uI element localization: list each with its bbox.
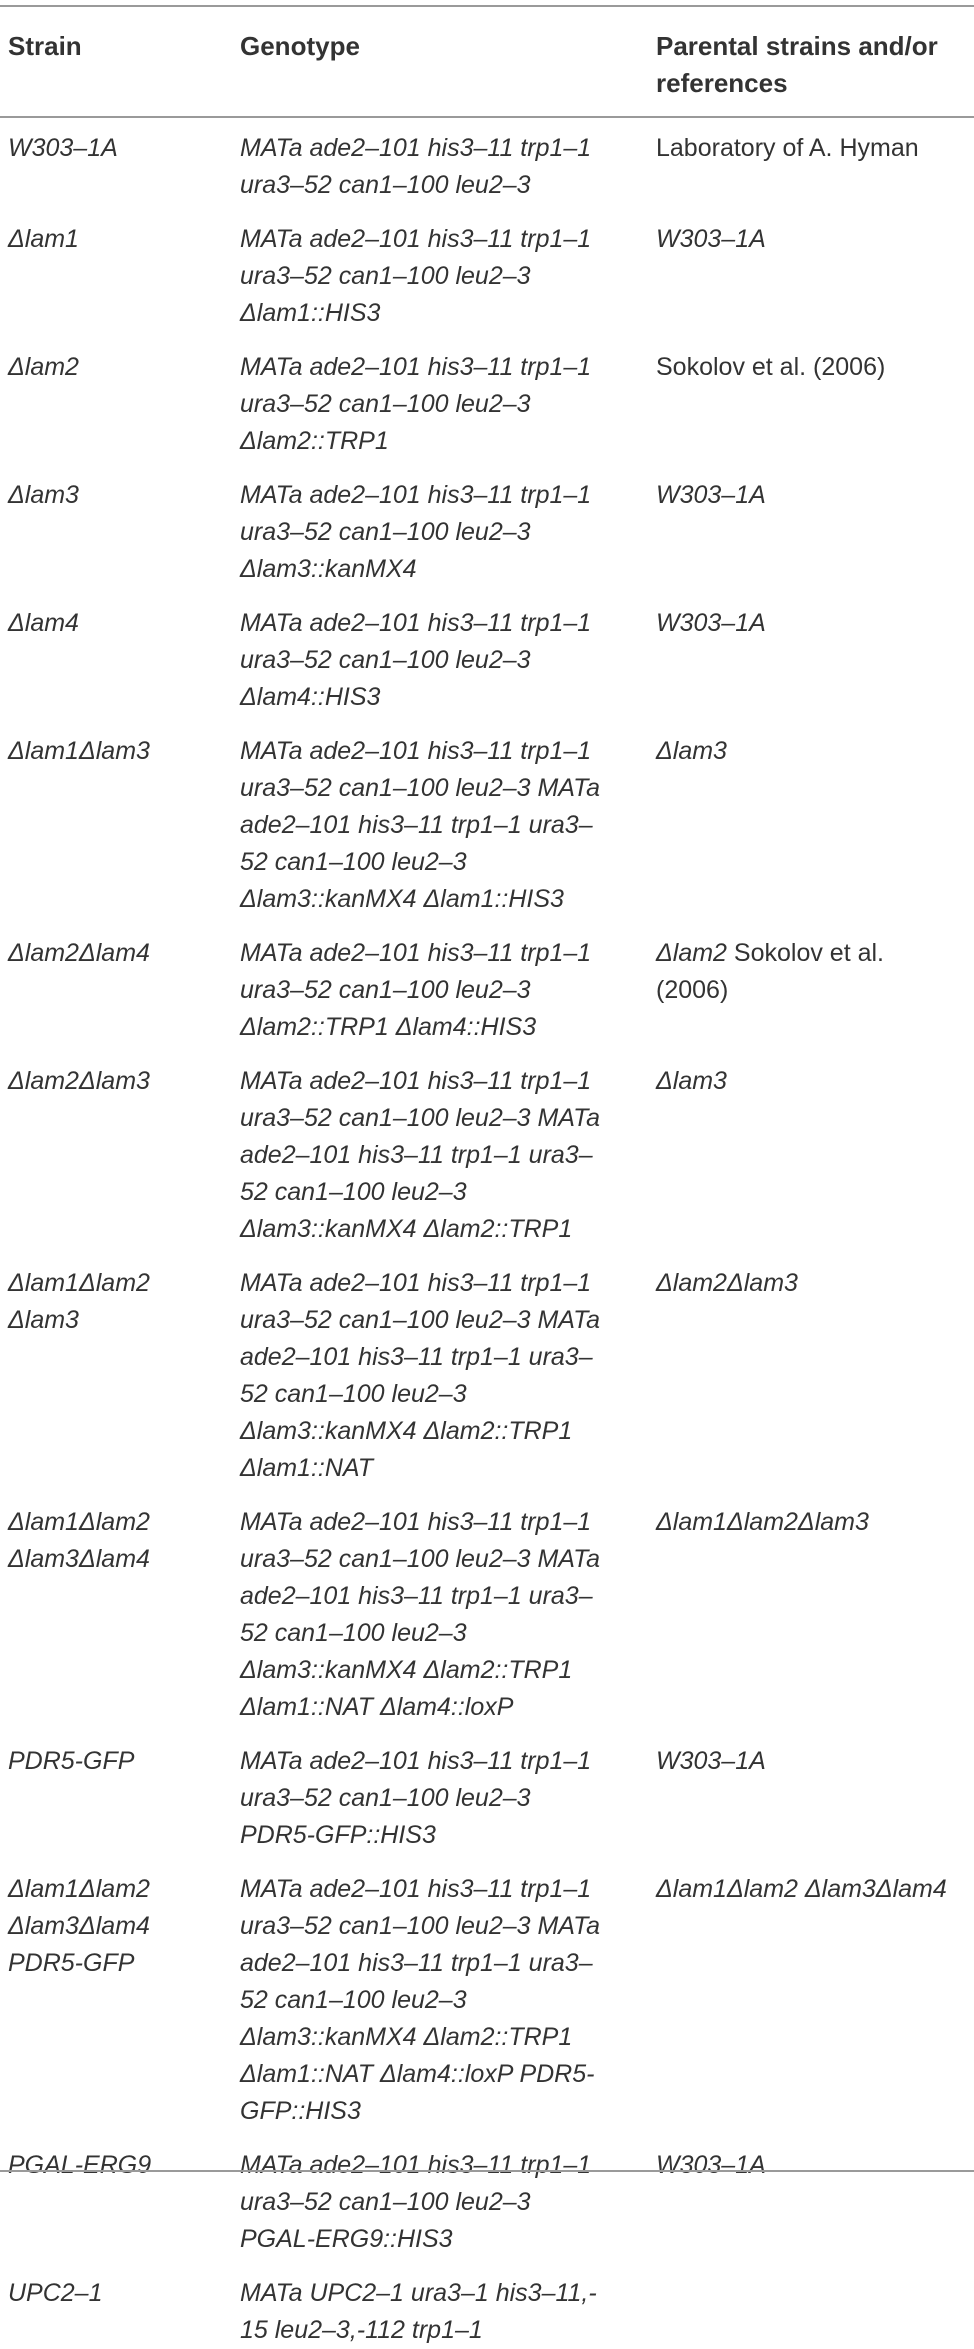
- strain-cell: [8, 1063, 233, 1100]
- genotype-text: MATa ade2–101 his3–11 trp1–1: [240, 1875, 592, 1903]
- genotype-text: Δlam3::kanMX4 Δlam1::HIS3: [240, 885, 564, 913]
- parental-cell: [656, 935, 968, 1009]
- strain-text: Δlam4: [8, 609, 79, 637]
- genotype-text: ura3–52 can1–100 leu2–3: [240, 262, 531, 290]
- genotype-text: ura3–52 can1–100 leu2–3 MATa: [240, 774, 601, 802]
- parental-text: Sokolov et al.: [726, 939, 884, 967]
- genotype-text: 52 can1–100 leu2–3: [240, 1380, 467, 1408]
- genotype-text: Δlam3::kanMX4 Δlam2::TRP1: [240, 2023, 573, 2051]
- genotype-text: MATa ade2–101 his3–11 trp1–1: [240, 1508, 592, 1536]
- strain-cell: [8, 130, 233, 167]
- genotype-text: ura3–52 can1–100 leu2–3 MATa: [240, 1912, 601, 1940]
- genotype-cell: [240, 935, 640, 1046]
- strain-text: Δlam1Δlam3: [8, 737, 150, 765]
- header-parental: [656, 28, 966, 102]
- genotype-text: ura3–52 can1–100 leu2–3 MATa: [240, 1545, 601, 1573]
- parental-cell: [656, 733, 968, 770]
- genotype-text: ura3–52 can1–100 leu2–3: [240, 976, 531, 1004]
- genotype-text: 52 can1–100 leu2–3: [240, 1986, 467, 2014]
- parental-text: W303–1A: [656, 609, 766, 637]
- parental-cell: [656, 221, 968, 258]
- genotype-text: ura3–52 can1–100 leu2–3: [240, 390, 531, 418]
- strain-cell: [8, 221, 233, 258]
- strain-text: Δlam1Δlam2: [8, 1875, 150, 1903]
- genotype-text: MATa ade2–101 his3–11 trp1–1: [240, 225, 592, 253]
- strain-text: Δlam2Δlam4: [8, 939, 150, 967]
- genotype-text: ura3–52 can1–100 leu2–3: [240, 171, 531, 199]
- strain-cell: [8, 1504, 233, 1578]
- parental-text: Laboratory of A. Hyman: [656, 134, 919, 162]
- strain-cell: [8, 935, 233, 972]
- strain-text: Δlam2: [8, 353, 79, 381]
- strain-text: Δlam1Δlam2: [8, 1508, 150, 1536]
- genotype-text: Δlam3::kanMX4 Δlam2::TRP1: [240, 1215, 573, 1243]
- strain-text: PDR5-GFP: [8, 1747, 135, 1775]
- strain-cell: [8, 2147, 233, 2184]
- parental-text: W303–1A: [656, 481, 766, 509]
- genotype-text: PGAL-ERG9::HIS3: [240, 2225, 453, 2253]
- parental-cell: [656, 1871, 968, 1908]
- genotype-cell: [240, 1871, 640, 2130]
- header-rule: [0, 116, 974, 118]
- genotype-text: ade2–101 his3–11 trp1–1 ura3–: [240, 1343, 593, 1371]
- strain-cell: [8, 349, 233, 386]
- genotype-text: 52 can1–100 leu2–3: [240, 848, 467, 876]
- genotype-text: MATa ade2–101 his3–11 trp1–1: [240, 609, 592, 637]
- table-top-rule: [0, 5, 974, 7]
- genotype-text: MATa ade2–101 his3–11 trp1–1: [240, 1269, 592, 1297]
- genotype-text: ura3–52 can1–100 leu2–3: [240, 2188, 531, 2216]
- genotype-text: MATa ade2–101 his3–11 trp1–1: [240, 939, 592, 967]
- header-strain: Strain: [8, 31, 82, 61]
- header-parental-line1: Parental strains and/or: [656, 31, 938, 61]
- genotype-text: MATa ade2–101 his3–11 trp1–1: [240, 2151, 592, 2179]
- genotype-text: ade2–101 his3–11 trp1–1 ura3–: [240, 1141, 593, 1169]
- parental-text: Δlam1Δlam2Δlam3: [656, 1508, 869, 1536]
- strain-cell: [8, 1743, 233, 1780]
- genotype-text: ura3–52 can1–100 leu2–3: [240, 646, 531, 674]
- genotype-text: Δlam1::NAT Δlam4::loxP: [240, 1693, 514, 1721]
- genotype-text: MATa UPC2–1 ura3–1 his3–11,-: [240, 2279, 597, 2307]
- parental-cell: [656, 477, 968, 514]
- parental-text: W303–1A: [656, 2151, 766, 2179]
- strain-cell: [8, 605, 233, 642]
- parental-text: W303–1A: [656, 225, 766, 253]
- genotype-text: MATa ade2–101 his3–11 trp1–1: [240, 481, 592, 509]
- parental-cell: [656, 1063, 968, 1100]
- genotype-text: ade2–101 his3–11 trp1–1 ura3–: [240, 1949, 593, 1977]
- parental-cell: [656, 1743, 968, 1780]
- genotype-text: ura3–52 can1–100 leu2–3 MATa: [240, 1104, 601, 1132]
- genotype-text: 52 can1–100 leu2–3: [240, 1619, 467, 1647]
- genotype-cell: [240, 1265, 640, 1487]
- genotype-cell: [240, 2147, 640, 2258]
- parental-cell: [656, 605, 968, 642]
- parental-text: Δlam3: [656, 737, 727, 765]
- genotype-text: ura3–52 can1–100 leu2–3: [240, 1784, 531, 1812]
- parental-text: Δlam2Δlam3: [656, 1269, 798, 1297]
- strain-cell: [8, 733, 233, 770]
- genotype-text: ura3–52 can1–100 leu2–3 MATa: [240, 1306, 601, 1334]
- strain-cell: [8, 2275, 233, 2312]
- strain-text: W303–1A: [8, 134, 118, 162]
- strain-text: Δlam1: [8, 225, 79, 253]
- genotype-text: Δlam1::NAT Δlam4::loxP PDR5-: [240, 2060, 595, 2088]
- parental-cell: [656, 1504, 968, 1541]
- genotype-text: ade2–101 his3–11 trp1–1 ura3–: [240, 811, 593, 839]
- parental-text: W303–1A: [656, 1747, 766, 1775]
- strain-text: PDR5-GFP: [8, 1949, 135, 1977]
- parental-cell: [656, 2147, 968, 2184]
- genotype-text: GFP::HIS3: [240, 2097, 361, 2125]
- parental-text: (2006): [656, 976, 729, 1004]
- table-bottom-rule: [0, 2170, 974, 2172]
- strain-cell: [8, 1265, 233, 1339]
- header-genotype: Genotype: [240, 31, 360, 61]
- genotype-cell: [240, 1063, 640, 1248]
- strain-text: UPC2–1: [8, 2279, 103, 2307]
- parental-cell: [656, 349, 968, 386]
- genotype-text: Δlam1::NAT: [240, 1454, 373, 1482]
- genotype-text: ade2–101 his3–11 trp1–1 ura3–: [240, 1582, 593, 1610]
- genotype-text: 52 can1–100 leu2–3: [240, 1178, 467, 1206]
- genotype-text: Δlam1::HIS3: [240, 299, 381, 327]
- genotype-cell: [240, 605, 640, 716]
- genotype-text: Δlam4::HIS3: [240, 683, 381, 711]
- strain-text: PGAL-ERG9: [8, 2151, 152, 2179]
- genotype-cell: [240, 733, 640, 918]
- strain-text: Δlam3: [8, 481, 79, 509]
- genotype-text: MATa ade2–101 his3–11 trp1–1: [240, 134, 592, 162]
- genotype-text: Δlam2::TRP1 Δlam4::HIS3: [240, 1013, 537, 1041]
- parental-cell: [656, 1265, 968, 1302]
- genotype-text: MATa ade2–101 his3–11 trp1–1: [240, 1067, 592, 1095]
- strain-cell: [8, 477, 233, 514]
- genotype-text: Δlam3::kanMX4 Δlam2::TRP1: [240, 1417, 573, 1445]
- genotype-cell: [240, 1743, 640, 1854]
- strain-text: Δlam3Δlam4: [8, 1545, 150, 1573]
- genotype-text: Δlam2::TRP1: [240, 427, 389, 455]
- genotype-cell: [240, 1504, 640, 1726]
- genotype-text: Δlam3::kanMX4 Δlam2::TRP1: [240, 1656, 573, 1684]
- strain-text: Δlam3: [8, 1306, 79, 1334]
- genotype-cell: [240, 477, 640, 588]
- genotype-text: 15 leu2–3,-112 trp1–1: [240, 2316, 483, 2344]
- strain-text: Δlam1Δlam2: [8, 1269, 150, 1297]
- parental-text: Δlam3: [656, 1067, 727, 1095]
- header-parental-line2: references: [656, 68, 788, 98]
- genotype-text: MATa ade2–101 his3–11 trp1–1: [240, 1747, 592, 1775]
- strain-text: Δlam2Δlam3: [8, 1067, 150, 1095]
- genotype-text: MATa ade2–101 his3–11 trp1–1: [240, 737, 592, 765]
- genotype-text: Δlam3::kanMX4: [240, 555, 417, 583]
- genotype-cell: [240, 130, 640, 204]
- genotype-text: ura3–52 can1–100 leu2–3: [240, 518, 531, 546]
- genotype-text: MATa ade2–101 his3–11 trp1–1: [240, 353, 592, 381]
- parental-cell: [656, 130, 968, 167]
- parental-text: Sokolov et al. (2006): [656, 353, 886, 381]
- strain-text: Δlam3Δlam4: [8, 1912, 150, 1940]
- genotype-cell: [240, 221, 640, 332]
- parental-text: Δlam2: [656, 939, 727, 967]
- genotype-text: PDR5-GFP::HIS3: [240, 1821, 436, 1849]
- parental-text: Δlam1Δlam2 Δlam3Δlam4: [656, 1875, 947, 1903]
- genotype-cell: [240, 2275, 640, 2349]
- genotype-cell: [240, 349, 640, 460]
- strain-cell: [8, 1871, 233, 1982]
